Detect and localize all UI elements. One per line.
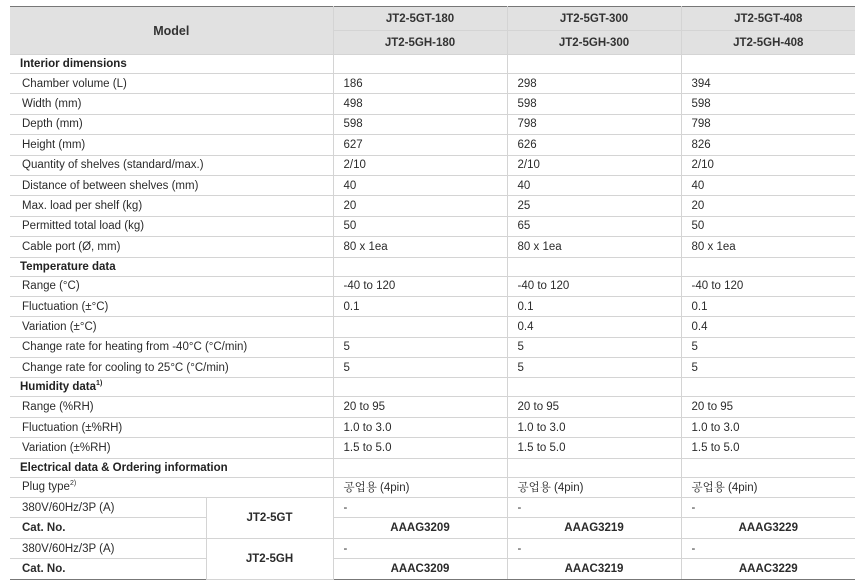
cell-value: 1.5 to 5.0 — [333, 438, 507, 458]
cell-value: 2/10 — [333, 155, 507, 175]
row-label — [10, 477, 333, 497]
row-label: Quantity of shelves (standard/max.) — [10, 155, 333, 175]
cat-number: AAAG3219 — [507, 518, 681, 538]
cell-value: 1.5 to 5.0 — [507, 438, 681, 458]
temperature-rows — [10, 276, 855, 378]
cell-value: 공업용 (4pin) — [507, 477, 681, 497]
cell-value: 598 — [333, 114, 507, 134]
row-label: Chamber volume (L) — [10, 74, 333, 94]
row-label: Max. load per shelf (kg) — [10, 196, 333, 216]
cat-number: AAAC3209 — [333, 559, 507, 579]
cell-value: - — [681, 498, 855, 518]
cell-value: 20 to 95 — [507, 397, 681, 417]
model-name: JT2-5GH-408 — [681, 31, 855, 55]
cell-value: 626 — [507, 135, 681, 155]
gh-cat-row — [10, 559, 855, 579]
cell-value: 40 — [681, 175, 855, 195]
section-temperature — [10, 257, 855, 276]
spec-row — [10, 397, 855, 417]
cell-value: 공업용 (4pin) — [681, 477, 855, 497]
spec-row — [10, 175, 855, 195]
cell-value: - — [333, 498, 507, 518]
cell-value: 20 — [333, 196, 507, 216]
cell-value: 186 — [333, 74, 507, 94]
cell-value: 798 — [507, 114, 681, 134]
section-electrical — [10, 458, 855, 477]
cell-value: 5 — [681, 337, 855, 357]
cell-value: 1.0 to 3.0 — [681, 417, 855, 437]
row-label: Variation (±°C) — [10, 317, 333, 337]
cell-value — [333, 317, 507, 337]
spec-row — [10, 155, 855, 175]
spec-row — [10, 196, 855, 216]
cell-value: - — [507, 538, 681, 558]
cell-value: 50 — [333, 216, 507, 236]
gt-power-row — [10, 498, 855, 518]
cell-value: - — [333, 538, 507, 558]
gt-cat-row — [10, 518, 855, 538]
cell-value: 5 — [333, 337, 507, 357]
cell-value: 298 — [507, 74, 681, 94]
row-label: Distance of between shelves (mm) — [10, 175, 333, 195]
header-row-gt — [10, 7, 855, 31]
cell-value: 826 — [681, 135, 855, 155]
row-label: Fluctuation (±°C) — [10, 296, 333, 316]
plug-row — [10, 477, 855, 497]
spec-row — [10, 74, 855, 94]
row-label: Permitted total load (kg) — [10, 216, 333, 236]
spec-row — [10, 114, 855, 134]
cell-value: 1.5 to 5.0 — [681, 438, 855, 458]
row-label: Height (mm) — [10, 135, 333, 155]
gh-power-row — [10, 538, 855, 558]
group-label: JT2-5GT — [206, 498, 333, 539]
cell-value: 25 — [507, 196, 681, 216]
spec-row — [10, 358, 855, 378]
model-name: JT2-5GT-408 — [681, 7, 855, 31]
cell-value: 394 — [681, 74, 855, 94]
cell-value: 20 — [681, 196, 855, 216]
cell-value: 5 — [333, 358, 507, 378]
footnote-marker: 2) — [69, 480, 77, 488]
cell-value: 0.1 — [507, 296, 681, 316]
row-label: Range (%RH) — [10, 397, 333, 417]
cell-value: 627 — [333, 135, 507, 155]
cell-value: 498 — [333, 94, 507, 114]
cat-number: AAAG3209 — [333, 518, 507, 538]
section-title: Interior dimensions — [10, 55, 333, 74]
model-name: JT2-5GT-180 — [333, 7, 507, 31]
cell-value: 598 — [681, 94, 855, 114]
cell-value: 0.1 — [333, 296, 507, 316]
cell-value: 1.0 to 3.0 — [333, 417, 507, 437]
spec-row — [10, 317, 855, 337]
model-name: JT2-5GT-300 — [507, 7, 681, 31]
spec-row — [10, 438, 855, 458]
interior-rows — [10, 74, 855, 258]
section-title: Temperature data — [10, 257, 333, 276]
spec-row — [10, 135, 855, 155]
row-label: Fluctuation (±%RH) — [10, 417, 333, 437]
cell-value: 0.4 — [681, 317, 855, 337]
spec-row — [10, 417, 855, 437]
cell-value: 65 — [507, 216, 681, 236]
spec-row — [10, 237, 855, 257]
cell-value: 798 — [681, 114, 855, 134]
spec-row — [10, 337, 855, 357]
section-title-text: Humidity data — [20, 381, 97, 394]
cell-value: 50 — [681, 216, 855, 236]
cell-value: 1.0 to 3.0 — [507, 417, 681, 437]
model-label: Model — [10, 7, 333, 55]
cat-label: Cat. No. — [10, 559, 206, 579]
model-name: JT2-5GH-180 — [333, 31, 507, 55]
spec-row — [10, 216, 855, 236]
cat-number: AAAG3229 — [681, 518, 855, 538]
row-label: Depth (mm) — [10, 114, 333, 134]
model-name: JT2-5GH-300 — [507, 31, 681, 55]
cell-value: 598 — [507, 94, 681, 114]
row-label: Range (°C) — [10, 276, 333, 296]
cell-value: 5 — [507, 358, 681, 378]
cat-number: AAAC3229 — [681, 559, 855, 579]
row-label: Width (mm) — [10, 94, 333, 114]
row-label: 380V/60Hz/3P (A) — [10, 538, 206, 558]
cell-value: 80 x 1ea — [333, 237, 507, 257]
spec-row — [10, 296, 855, 316]
plug-label: Plug type — [22, 481, 70, 494]
row-label: Variation (±%RH) — [10, 438, 333, 458]
cell-value: 80 x 1ea — [681, 237, 855, 257]
spec-row — [10, 276, 855, 296]
footnote-marker: 1) — [96, 380, 103, 388]
cell-value: 5 — [681, 358, 855, 378]
cat-number: AAAC3219 — [507, 559, 681, 579]
row-label: Cable port (Ø, mm) — [10, 237, 333, 257]
row-label: Change rate for heating from -40°C (°C/min) — [10, 337, 333, 357]
cell-value: 40 — [333, 175, 507, 195]
section-humidity — [10, 378, 855, 397]
cell-value: - — [507, 498, 681, 518]
cell-value: 40 — [507, 175, 681, 195]
spec-table — [10, 6, 855, 580]
cell-value: -40 to 120 — [681, 276, 855, 296]
humidity-rows — [10, 397, 855, 458]
cell-value: 80 x 1ea — [507, 237, 681, 257]
row-label: Change rate for cooling to 25°C (°C/min) — [10, 358, 333, 378]
section-title — [10, 378, 333, 397]
cell-value: 0.4 — [507, 317, 681, 337]
cell-value: -40 to 120 — [507, 276, 681, 296]
cell-value: -40 to 120 — [333, 276, 507, 296]
row-label: 380V/60Hz/3P (A) — [10, 498, 206, 518]
section-interior — [10, 55, 855, 74]
cell-value: 20 to 95 — [333, 397, 507, 417]
cell-value: 0.1 — [681, 296, 855, 316]
cell-value: 공업용 (4pin) — [333, 477, 507, 497]
spec-row — [10, 94, 855, 114]
cell-value: 2/10 — [507, 155, 681, 175]
cat-label: Cat. No. — [10, 518, 206, 538]
cell-value: - — [681, 538, 855, 558]
group-label: JT2-5GH — [206, 538, 333, 579]
cell-value: 5 — [507, 337, 681, 357]
cell-value: 20 to 95 — [681, 397, 855, 417]
cell-value: 2/10 — [681, 155, 855, 175]
section-title: Electrical data & Ordering information — [10, 458, 333, 477]
